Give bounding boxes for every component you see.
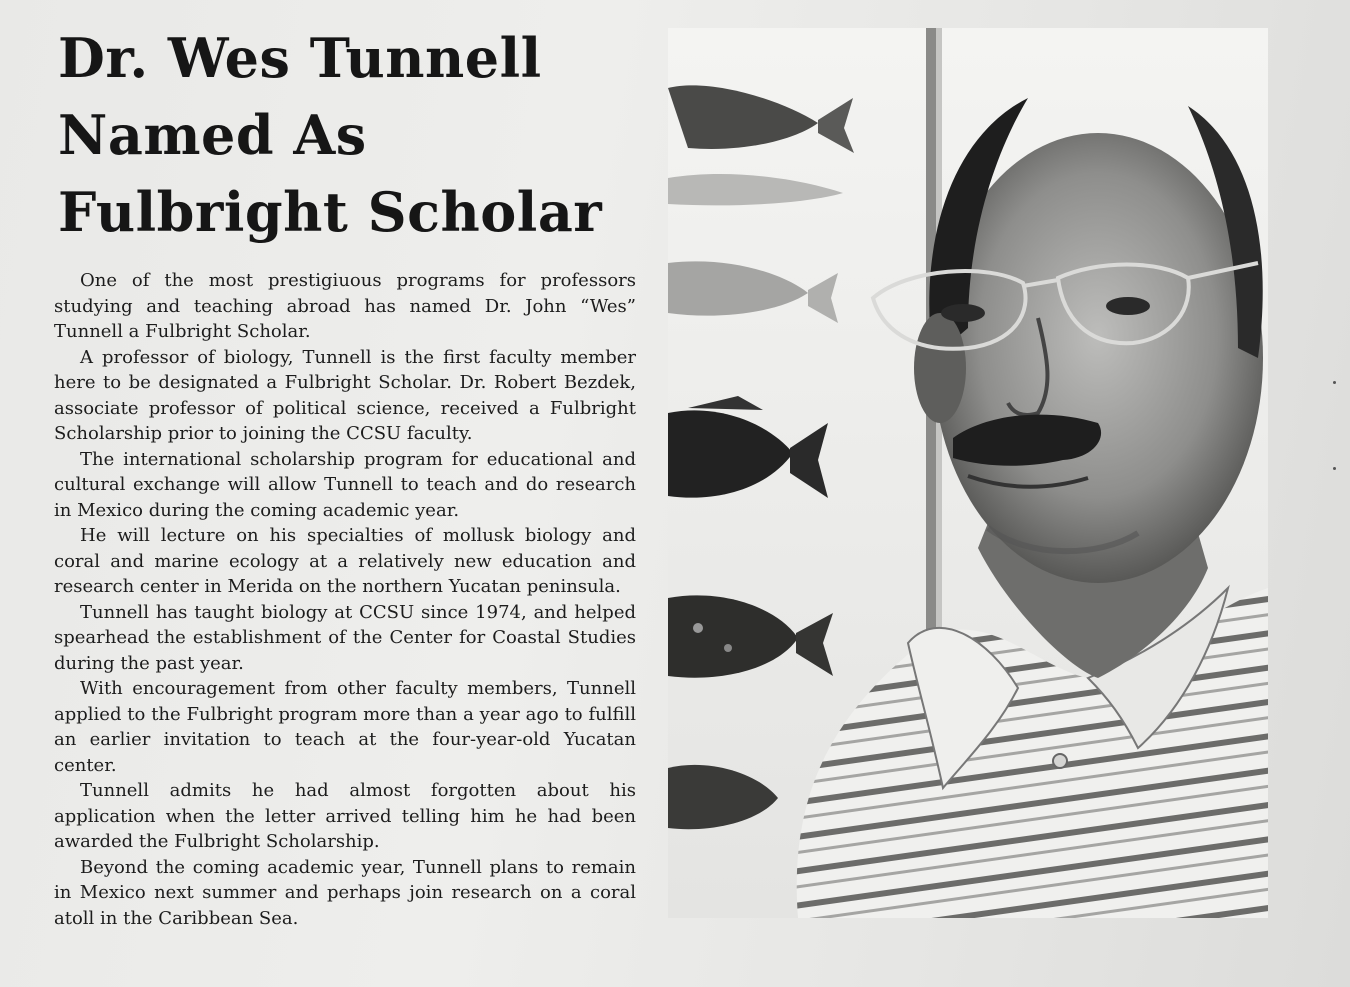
- article-paragraph: He will lecture on his specialties of mollusk biology and coral and marine ecology at a relatively new education and research center in Merida on the northern Yucatan peninsula.: [54, 525, 636, 597]
- page-speck: [1333, 467, 1336, 470]
- article-headline: [58, 20, 658, 251]
- headline-line-2: Named As: [58, 103, 367, 167]
- article-paragraph: A professor of biology, Tunnell is the first faculty member here to be designated a Fulbright Scholar. Dr. Robert Bezdek, associate professor of political science, received a Fulbright Scholarship prior to joining the CCSU faculty.: [54, 346, 636, 444]
- article-paragraph: One of the most prestigiuous programs for professors studying and teaching abroad has named Dr. John “Wes” Tunnell a Fulbright Scholar.: [54, 270, 636, 342]
- eye: [1106, 297, 1150, 315]
- article-paragraph: Tunnell has taught biology at CCSU since 1974, and helped spearhead the establishment of the Center for Coastal Studies during the past year.: [54, 601, 636, 674]
- article-paragraph: With encouragement from other faculty members, Tunnell applied to the Fulbright program more than a year ago to fulfill an earlier invitation to teach at the four-year-old Yucatan center.: [54, 678, 636, 776]
- page-speck: [1333, 381, 1336, 384]
- article-paragraph: The international scholarship program for educational and cultural exchange will allow Tunnell to teach and do research in Mexico during the coming academic year.: [54, 448, 636, 521]
- article-paragraph: Beyond the coming academic year, Tunnell plans to remain in Mexico next summer and perhaps join research on a coral atoll in the Caribbean Sea.: [54, 856, 636, 929]
- article-paragraph: Tunnell admits he had almost forgotten about his application when the letter arrived telling him he had been awarded the Fulbright Scholarship.: [54, 780, 636, 852]
- ear: [914, 313, 966, 423]
- portrait-photo: [668, 28, 1268, 918]
- article-body: [54, 268, 636, 931]
- headline-line-1: Dr. Wes Tunnell: [58, 26, 542, 90]
- headline-line-3: Fulbright Scholar: [58, 180, 603, 244]
- shirt-button: [1053, 754, 1067, 768]
- eye: [941, 304, 985, 322]
